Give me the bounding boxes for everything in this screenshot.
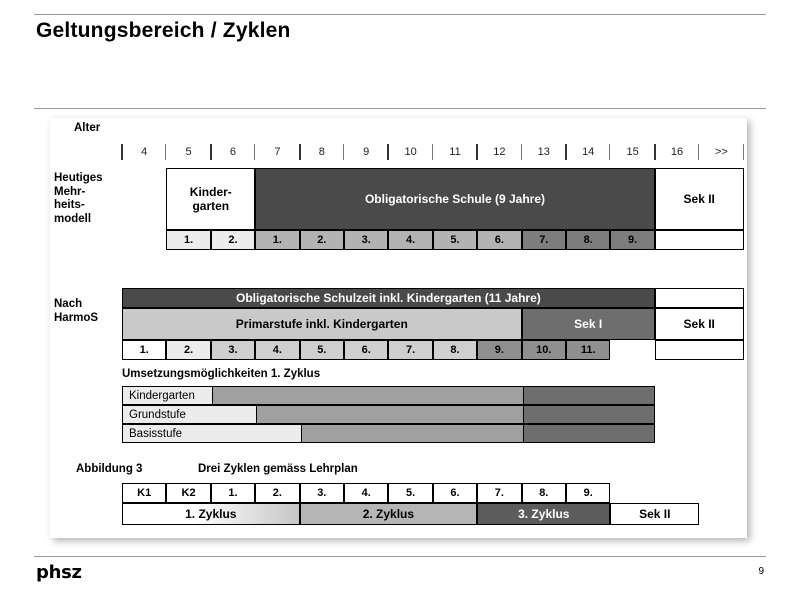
age-axis — [78, 142, 744, 162]
age-tick-mark — [654, 144, 656, 160]
harmos-band: Primarstufe inkl. Kindergarten — [122, 308, 522, 340]
umsetzung-row — [122, 424, 655, 443]
row-label-today-model — [54, 172, 103, 226]
year-cell: 8. — [433, 340, 477, 360]
year-cell: K1 — [122, 483, 166, 503]
band-label-line: Kinder- — [189, 185, 232, 199]
umsetzung-row-label: Grundstufe — [129, 408, 186, 421]
age-tick-label: 4 — [141, 146, 148, 158]
year-cell: K2 — [166, 483, 210, 503]
umsetzung-segment — [523, 425, 655, 442]
year-cell: 1. — [255, 230, 299, 250]
age-tick-label: 13 — [537, 146, 550, 158]
year-cell: 10. — [522, 340, 566, 360]
content-panel — [50, 118, 747, 538]
harmos-top-band-empty — [655, 288, 744, 308]
umsetzung-segment — [523, 406, 655, 423]
abbildung-caption: Drei Zyklen gemäss Lehrplan — [198, 463, 358, 475]
age-tick-mark — [387, 144, 389, 160]
year-cell: 3. — [344, 230, 388, 250]
year-cell: 2. — [166, 340, 210, 360]
age-tick-label: 10 — [404, 146, 417, 158]
band-label-line: Obligatorische Schule (9 Jahre) — [364, 192, 546, 206]
age-tick-mark — [299, 144, 301, 160]
year-cell: 6. — [344, 340, 388, 360]
year-cell: 4. — [255, 340, 299, 360]
year-cell-empty — [655, 340, 744, 360]
age-tick-mark — [476, 144, 478, 160]
year-cell: 9. — [477, 340, 521, 360]
year-cell: 3. — [211, 340, 255, 360]
umsetzung-row — [122, 405, 655, 424]
year-cell: 9. — [610, 230, 654, 250]
age-tick-label: 8 — [318, 146, 325, 158]
abbildung-label: Abbildung 3 — [76, 463, 143, 475]
age-tick-label: >> — [714, 146, 728, 158]
age-tick-mark — [432, 144, 433, 160]
year-cell: 8. — [566, 230, 610, 250]
age-tick-label: 16 — [670, 146, 684, 158]
harmos-top-band-label: Obligatorische Schulzeit inkl. Kindergarten (11 Jahre) — [122, 288, 655, 308]
age-tick-mark — [565, 144, 567, 160]
header-divider — [34, 14, 766, 15]
band-label-line: Sek II — [683, 192, 715, 206]
year-cell-empty — [655, 230, 744, 250]
year-cell: 6. — [433, 483, 477, 503]
row-label-line: Mehr- — [54, 185, 86, 198]
harmos-band: Sek II — [655, 308, 744, 340]
footer-divider — [34, 556, 766, 557]
umsetzung-segment — [256, 406, 522, 423]
year-cell: 3. — [300, 483, 344, 503]
umsetzung-segment — [301, 425, 523, 442]
harmos-band: Sek I — [522, 308, 655, 340]
year-cell: 11. — [566, 340, 610, 360]
row-label-line: HarmoS — [54, 311, 99, 324]
year-cell: 6. — [477, 230, 521, 250]
year-cell: 4. — [344, 483, 388, 503]
page-number: 9 — [758, 566, 764, 577]
year-cell: 1. — [211, 483, 255, 503]
header-divider-lower — [34, 108, 766, 109]
age-tick-mark — [521, 144, 522, 160]
age-tick-label: 6 — [229, 146, 237, 158]
today-band — [255, 168, 655, 230]
age-tick-mark — [343, 144, 344, 160]
year-cell: 1. — [122, 340, 166, 360]
cycle-band: 3. Zyklus — [477, 503, 610, 525]
age-tick-mark — [743, 144, 744, 160]
umsetzung-row-label: Basisstufe — [129, 427, 183, 440]
umsetzung-row — [122, 386, 655, 405]
row-label-line: modell — [54, 212, 92, 225]
diagram-wrapper — [50, 118, 747, 538]
year-cell: 7. — [477, 483, 521, 503]
today-band — [655, 168, 744, 230]
age-tick-label: 15 — [626, 146, 639, 158]
age-tick-mark — [210, 144, 212, 160]
year-cell: 2. — [300, 230, 344, 250]
umsetzung-segment — [212, 387, 523, 404]
year-cell: 7. — [522, 230, 566, 250]
age-axis-label: Alter — [74, 122, 101, 134]
brand-logo: phsz — [36, 562, 82, 583]
cycle-band: 1. Zyklus — [122, 503, 300, 525]
age-tick-label: 5 — [185, 146, 192, 158]
age-tick-label: 14 — [582, 146, 595, 158]
year-cell: 4. — [388, 230, 432, 250]
umsetzung-title: Umsetzungsmöglichkeiten 1. Zyklus — [122, 368, 321, 380]
year-cell: 9. — [566, 483, 610, 503]
year-cell: 5. — [433, 230, 477, 250]
today-band — [166, 168, 255, 230]
age-tick-label: 12 — [493, 146, 506, 158]
row-label-line: Nach — [54, 298, 83, 310]
year-cell: 1. — [166, 230, 210, 250]
age-tick-mark — [254, 144, 255, 160]
row-label-line: heits- — [54, 199, 85, 211]
year-cell-empty — [610, 483, 743, 503]
umsetzung-segment — [523, 387, 655, 404]
age-tick-label: 11 — [449, 146, 461, 158]
row-label-line: Heutiges — [54, 172, 103, 184]
age-tick-label: 9 — [363, 146, 370, 158]
cycle-band: Sek II — [610, 503, 699, 525]
age-tick-mark — [609, 144, 610, 160]
umsetzung-row-label: Kindergarten — [129, 389, 195, 402]
age-tick-label: 7 — [274, 146, 281, 158]
row-label-harmos — [54, 298, 98, 325]
year-cell: 5. — [388, 483, 432, 503]
band-label-line: garten — [192, 199, 230, 213]
year-cell: 8. — [522, 483, 566, 503]
cycle-band: 2. Zyklus — [300, 503, 478, 525]
year-cell: 2. — [211, 230, 255, 250]
page-title: Geltungsbereich / Zyklen — [36, 19, 291, 42]
age-tick-mark — [165, 144, 166, 160]
year-cell: 2. — [255, 483, 299, 503]
year-cell: 5. — [300, 340, 344, 360]
year-cell: 7. — [388, 340, 432, 360]
age-tick-mark — [121, 144, 123, 160]
age-tick-mark — [698, 144, 699, 160]
